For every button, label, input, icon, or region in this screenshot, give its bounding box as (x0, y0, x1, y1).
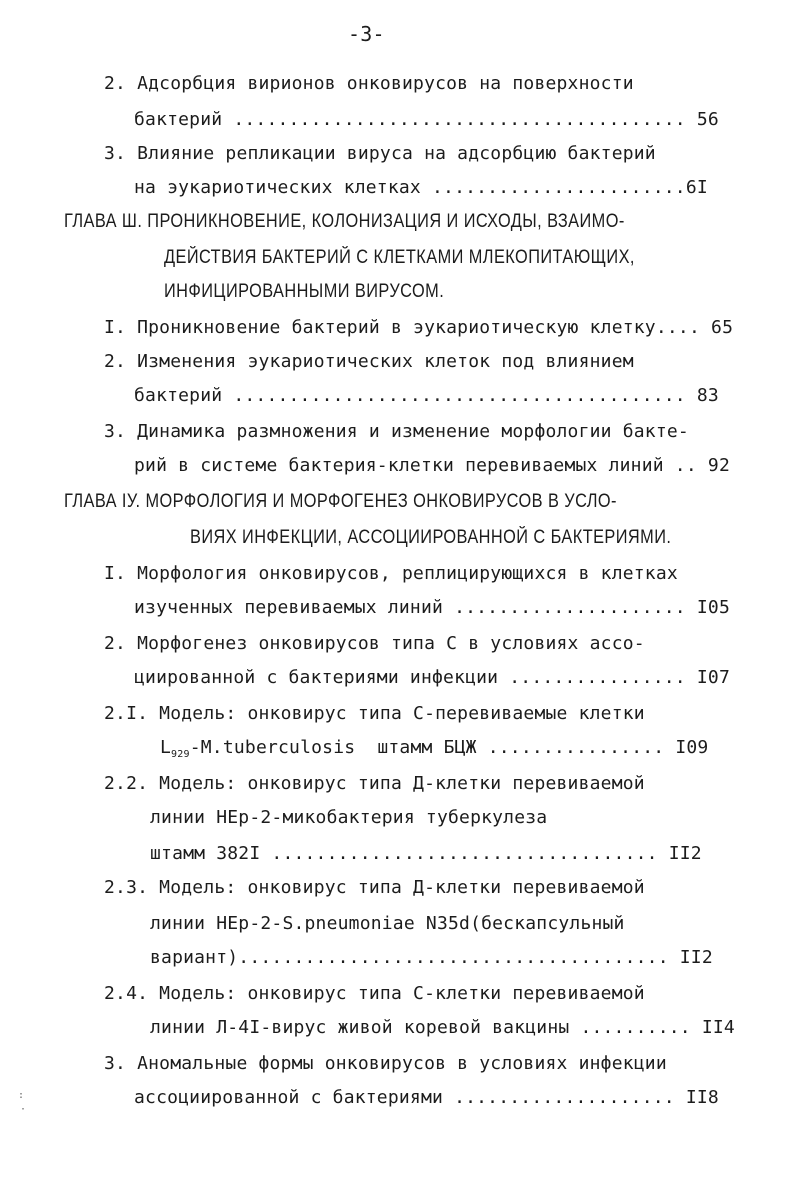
toc-line-ch3-3-page: рий в системе бактерия-клетки перевиваемых линий .. 92 (134, 455, 730, 476)
toc-line-ch3-2-page: бактерий ......................................... 83 (134, 385, 719, 406)
toc-line-ch3-3-heading: 3. Динамика размножения и изменение морфологии бакте- (104, 421, 689, 442)
toc-line-2-3-page: вариант)....................................... II2 (150, 947, 713, 968)
toc-line-ch4-2-heading: 2. Морфогенез онковирусов типа С в условиях ассо- (104, 633, 645, 654)
toc-line-ch3-2-heading: 2. Изменения эукариотических клеток под влиянием (104, 351, 634, 372)
strain-L: L (160, 737, 172, 758)
chapter-4-title-line1: ГЛАВА IУ. МОРФОЛОГИЯ И МОРФОГЕНЕЗ ОНКОВИРУСОВ В УСЛО- (64, 491, 617, 512)
toc-line-2-2-page: штамм 382I ................................... II2 (150, 843, 702, 864)
chapter-3-title-line2: ДЕЙСТВИЯ БАКТЕРИЙ С КЛЕТКАМИ МЛЕКОПИТАЮЩИХ, (164, 247, 635, 268)
toc-line-2-4-heading: 2.4. Модель: онковирус типа С-клетки перевиваемой (104, 983, 645, 1004)
toc-line-ch4-1-page: изученных перевиваемых линий ..................... I05 (134, 597, 730, 618)
toc-line-ch4-1-heading: I. Морфология онковирусов, реплицирующихся в клетках (104, 563, 678, 584)
toc-line-2-2-heading: 2.2. Модель: онковирус типа Д-клетки перевиваемой (104, 773, 645, 794)
margin-speck: : (18, 1090, 25, 1101)
toc-line-2-3-cont: линии НЕр-2-S.pneumoniae N35d(бескапсульный (150, 913, 625, 934)
toc-line-2-1-heading: 2.I. Модель: онковирус типа С-перевиваемые клетки (104, 703, 645, 724)
chapter-3-title-line3: ИНФИЦИРОВАННЫМИ ВИРУСОМ. (164, 281, 445, 302)
toc-line-2-2-cont: линии НЕр-2-микобактерия туберкулеза (150, 807, 548, 828)
toc-line-2-3-heading: 2.3. Модель: онковирус типа Д-клетки перевиваемой (104, 877, 645, 898)
page-number: -3- (348, 22, 385, 46)
toc-line-2-page: бактерий ......................................... 56 (134, 109, 719, 130)
toc-line-ch4-3-page: ассоциированной с бактериями .................... II8 (134, 1087, 719, 1108)
chapter-3-title-line1: ГЛАВА Ш. ПРОНИКНОВЕНИЕ, КОЛОНИЗАЦИЯ И ИСХОДЫ, ВЗАИМО- (64, 211, 625, 232)
toc-line-ch4-3-heading: 3. Аномальные формы онковирусов в условиях инфекции (104, 1053, 667, 1074)
margin-speck: · (20, 1104, 27, 1115)
toc-line-ch4-2-page: циированной с бактериями инфекции ................ I07 (134, 667, 730, 688)
toc-line-2-4-page: линии Л-4I-вирус живой коревой вакцины .......... II4 (150, 1017, 735, 1038)
chapter-4-title-line2: ВИЯХ ИНФЕКЦИИ, АССОЦИИРОВАННОЙ С БАКТЕРИЯМИ. (190, 527, 672, 548)
toc-line-3-page: на эукариотических клетках .......................6I (134, 177, 708, 198)
toc-line-ch3-1: I. Проникновение бактерий в эукариотическую клетку.... 65 (104, 317, 734, 338)
strain-subscript: 929 (171, 749, 190, 760)
toc-line-3-heading: 3. Влияние репликации вируса на адсорбцию бактерий (104, 143, 656, 164)
toc-line-2-heading: 2. Адсорбция вирионов онковирусов на поверхности (104, 73, 634, 94)
strain-rest: -M.tuberculosis штамм БЦЖ ................ I09 (189, 737, 709, 758)
toc-line-2-1-page (160, 736, 708, 763)
